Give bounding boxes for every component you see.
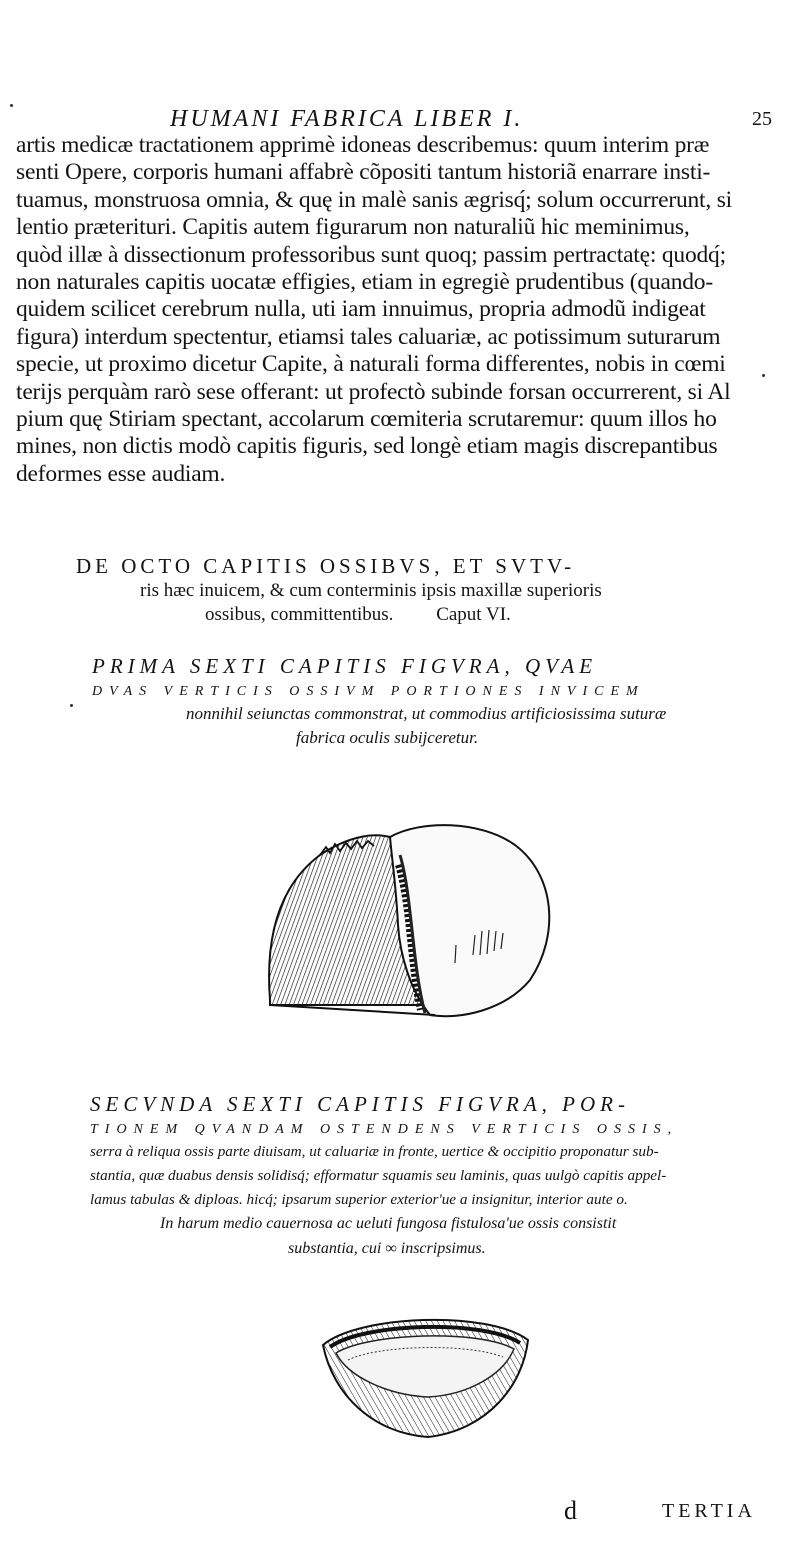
chapter-heading-line-1: DE OCTO CAPITIS OSSIBVS, ET SVTV- (76, 554, 576, 578)
chapter-number: Caput VI. (436, 604, 511, 625)
right-bone-portion (390, 825, 549, 1016)
running-head: HUMANI FABRICA LIBER I. (170, 106, 524, 132)
chapter-heading-line-2: ris hæc inuicem, & cum conterminis ipsis maxillæ superioris (140, 580, 602, 601)
figure2-calvaria-section-woodcut (318, 1305, 538, 1445)
catchword: TERTIA (662, 1500, 756, 1522)
ink-speck (762, 374, 765, 377)
body-text-line: figura) interdum spectentur, etiamsi tales caluariæ, ac potissimum suturarum (16, 323, 721, 350)
body-text-line: mines, non dictis modò capitis figuris, sed longè etiam magis discrepantibus (16, 433, 718, 460)
figure2-caption-line-7: substantia, cui ∞ inscripsimus. (288, 1240, 486, 1257)
figure2-caption-line-4: stantia, quæ duabus densis solidisq́; efformatur squamis seu laminis, quas uulgò capitis appel- (90, 1167, 667, 1184)
body-paragraph (16, 132, 786, 488)
page-number: 25 (752, 108, 772, 130)
body-text-line: quòd illæ à dissectionum professoribus sunt quoq; passim pertractatę: quodq́; (16, 241, 726, 268)
body-text-line: deformes esse audiam. (16, 460, 226, 487)
figure1-caption-line-4: fabrica oculis subijceretur. (296, 728, 479, 747)
figure2-caption-line-6: In harum medio cauernosa ac ueluti fungosa fistulosa'ue ossis consistit (160, 1215, 617, 1232)
body-text-line: terijs perquàm rarò sese offerant: ut profectò subinde forsan occurrerent, si Al (16, 378, 731, 405)
figure2-caption-line-5: lamus tabulas & diploas. hicq́; ipsarum superior exterior'ue a insignitur, interior aute o. (90, 1191, 628, 1208)
figure2-caption-title: SECVNDA SEXTI CAPITIS FIGVRA, POR- (90, 1092, 630, 1116)
chapter-heading-text: ossibus, committentibus. (205, 604, 394, 625)
body-text-line: pium quę Stiriam spectant, accolarum cœmiteria scrutaremur: quum illos ho (16, 406, 717, 433)
figure1-caption-line-3: nonnihil seiunctas commonstrat, ut commodius artificiosissima suturæ (186, 704, 667, 723)
body-text-line: specie, ut proximo dicetur Capite, à naturali forma differentes, nobis in cœmi (16, 351, 726, 378)
body-text-line: lentio præterituri. Capitis autem figurarum non naturaliũ hic meminimus, (16, 214, 690, 241)
chapter-heading-line-3 (205, 604, 511, 626)
figure2-caption-subtitle: TIONEM QVANDAM OSTENDENS VERTICIS OSSIS, (90, 1122, 679, 1137)
ink-speck (70, 704, 73, 707)
body-text-line: artis medicæ tractationem apprimè idoneas describemus: quum interim præ (16, 132, 710, 158)
signature-mark: d (564, 1496, 577, 1525)
figure1-caption-subtitle: DVAS VERTICIS OSSIVM PORTIONES INVICEM (92, 684, 645, 699)
figure1-skull-woodcut (260, 815, 560, 1030)
body-text-line: senti Opere, corporis humani affabrè cõpositi tantum historiã enarrare insti- (16, 159, 711, 186)
body-text-line: quidem scilicet cerebrum nulla, uti iam innuimus, propria admodũ indigeat (16, 296, 706, 323)
figure2-caption-line-3: serra à reliqua ossis parte diuisam, ut caluariæ in fronte, uertice & occipitio proponatur sub- (90, 1143, 659, 1160)
figure1-caption-title: PRIMA SEXTI CAPITIS FIGVRA, QVAE (92, 654, 598, 678)
body-text-line: tuamus, monstruosa omnia, & quę in malè sanis ægrisq́; solum occurrerunt, si (16, 186, 733, 213)
ink-speck (10, 104, 13, 107)
body-text-line: non naturales capitis uocatæ effigies, etiam in egregiè prudentibus (quando- (16, 269, 713, 296)
